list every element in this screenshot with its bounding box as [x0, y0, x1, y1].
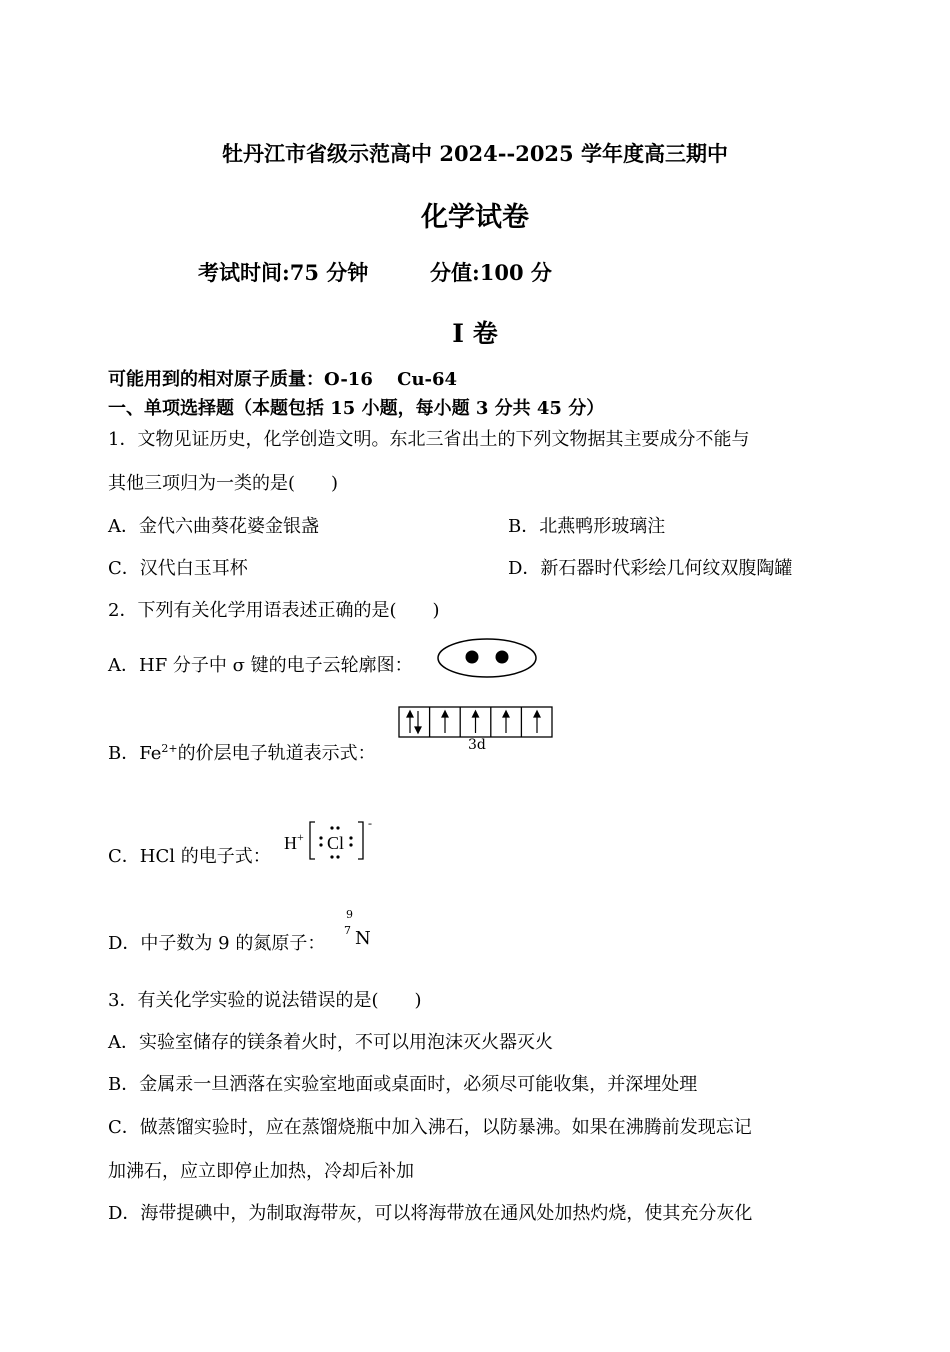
orbital-label: 3d	[468, 737, 486, 753]
electron-dot	[496, 651, 509, 664]
atomic-number: 7	[344, 924, 351, 937]
q3-stem: 3．有关化学实验的说法错误的是( )	[108, 990, 422, 1011]
q2-option-a: A．HF 分子中 σ 键的电子云轮廓图：	[108, 655, 413, 676]
cl-charge: -	[368, 816, 372, 830]
q3-option-c-line2: 加沸石，应立即停止加热，冷却后补加	[108, 1161, 414, 1182]
q3-option-d: D．海带提碘中，为制取海带灰，可以将海带放在通风处加热灼烧，使其充分灰化	[108, 1203, 753, 1224]
h-symbol: H	[284, 833, 297, 853]
section-heading: 一、单项选择题（本题包括 15 小题，每小题 3 分共 45 分）	[108, 398, 605, 419]
exam-score: 分值:100 分	[430, 260, 552, 285]
exam-time: 考试时间:75 分钟	[198, 260, 369, 285]
mass-number: 9	[346, 908, 353, 921]
q3-option-a: A．实验室储存的镁条着火时，不可以用泡沫灭火器灭火	[108, 1032, 553, 1053]
q2-option-b-suffix: 的价层电子轨道表示式：	[177, 743, 376, 764]
sigma-bond-cloud-diagram	[436, 636, 538, 680]
q3-option-c-line1: C．做蒸馏实验时，应在蒸馏烧瓶中加入沸石，以防暴沸。如果在沸腾前发现忘记	[108, 1117, 752, 1138]
q2-option-d: D．中子数为 9 的氮原子：	[108, 933, 326, 954]
q1-option-a: A．金代六曲葵花婆金银盏	[108, 516, 319, 537]
q2-option-b	[108, 739, 376, 765]
q1-option-b: B．北燕鸭形玻璃注	[508, 516, 666, 537]
volume-title: I 卷	[452, 319, 498, 348]
q1-stem-line1: 1．文物见证历史，化学创造文明。东北三省出土的下列文物据其主要成分不能与	[108, 429, 750, 450]
school-title: 牡丹江市省级示范高中 2024--2025 学年度高三期中	[222, 141, 728, 166]
q1-option-c: C．汉代白玉耳杯	[108, 558, 248, 579]
q2-stem: 2．下列有关化学用语表述正确的是( )	[108, 600, 440, 621]
electron-dot	[466, 651, 479, 664]
element-symbol: N	[355, 928, 371, 949]
atomic-masses: 可能用到的相对原子质量：O-16 Cu-64	[108, 369, 458, 390]
fe-charge: 2+	[161, 742, 178, 755]
hcl-electron-formula	[283, 815, 373, 865]
q3-option-b: B．金属汞一旦洒落在实验室地面或桌面时，必须尽可能收集，并深埋处理	[108, 1074, 698, 1095]
orbital-diagram-3d	[398, 706, 554, 740]
q1-stem-line2: 其他三项归为一类的是( )	[108, 473, 339, 494]
q2-option-c: C．HCl 的电子式：	[108, 846, 271, 867]
h-charge: +	[297, 830, 304, 844]
q1-option-d: D．新石器时代彩绘几何纹双腹陶罐	[508, 558, 793, 579]
nitrogen-nuclide	[343, 908, 383, 954]
subject-title: 化学试卷	[421, 202, 529, 233]
cl-symbol: Cl	[327, 833, 345, 853]
q2-option-b-prefix: B．Fe	[108, 743, 162, 764]
